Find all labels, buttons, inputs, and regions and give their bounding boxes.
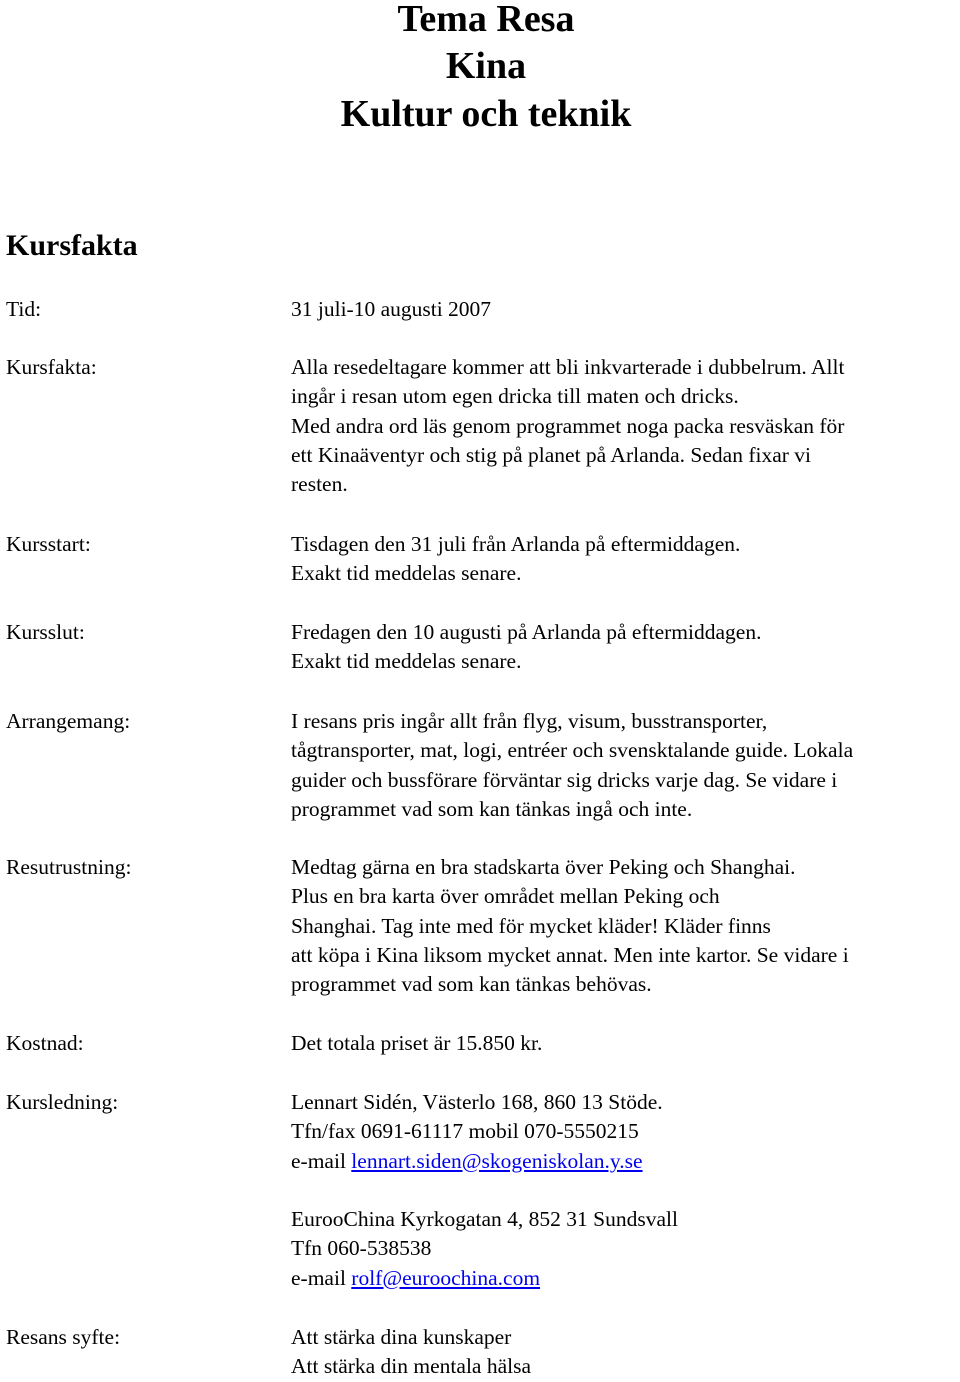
label-kursstart: Kursstart: [6,532,91,556]
value-line: EurooChina Kyrkogatan 4, 852 31 Sundsvall [291,1207,678,1231]
value-resutrustning [291,853,960,999]
value-line: Att stärka dina kunskaper [291,1325,512,1349]
value-line: Alla resedeltagare kommer att bli inkvarterade i dubbelrum. Allt [291,355,845,379]
value-kursslut [291,618,960,677]
email-link-lennart[interactable]: lennart.siden@skogeniskolan.y.se [351,1148,643,1173]
value-line: tågtransporter, mat, logi, entréer och svensktalande guide. Lokala [291,738,854,763]
value-line: resten. [291,472,348,497]
value-line: Tisdagen den 31 juli från Arlanda på eftermiddagen. [291,532,741,556]
value-line: Att stärka din mentala hälsa [291,1354,532,1379]
label-tid: Tid: [6,297,42,321]
value-line: Plus en bra karta över området mellan Peking och [291,884,720,909]
title-line-2: Kina [445,45,527,87]
value-line: Shanghai. Tag inte med för mycket kläder! Kläder finns [291,913,771,938]
value-line: Fredagen den 10 augusti på Arlanda på eftermiddagen. [291,620,762,644]
value-line: I resans pris ingår allt från flyg, visum, busstransporter, [291,709,768,733]
value-line: 31 juli-10 augusti 2007 [291,297,492,321]
value-kursstart [291,530,960,589]
value-line: Medtag gärna en bra stadskarta över Peking och Shanghai. [291,855,796,879]
value-line: att köpa i Kina liksom mycket annat. Men inte kartor. Se vidare i [291,942,849,967]
value-line: Med andra ord läs genom programmet noga packa resväskan för [291,413,845,438]
label-kostnad: Kostnad: [6,1031,84,1055]
email-prefix: e-mail [291,1148,352,1173]
title-line-1: Tema Resa [397,0,575,40]
label-resans-syfte: Resans syfte: [6,1325,121,1349]
value-line: Tfn/fax 0691-61117 mobil 070-5550215 [291,1119,639,1144]
label-arrangemang: Arrangemang: [6,709,131,733]
value-line: guider och bussförare förväntar sig dricks varje dag. Se vidare i [291,767,838,792]
value-line: Exakt tid meddelas senare. [291,649,522,674]
value-euroochina [291,1205,960,1293]
email-link-rolf[interactable]: rolf@euroochina.com [351,1265,541,1290]
title-line-3: Kultur och teknik [340,93,632,135]
email-line [291,1147,960,1176]
email-line [291,1264,960,1293]
label-kursledning: Kursledning: [6,1090,119,1114]
value-kursledning [291,1088,960,1176]
label-resutrustning: Resutrustning: [6,855,132,879]
value-line: programmet vad som kan tänkas behövas. [291,972,652,997]
value-line: Det totala priset är 15.850 kr. [291,1031,543,1055]
value-resans-syfte [291,1323,960,1382]
section-heading: Kursfakta [6,229,138,262]
value-kostnad [291,1029,960,1058]
email-prefix: e-mail [291,1265,352,1290]
label-kursslut: Kursslut: [6,620,85,644]
value-arrangemang [291,707,960,824]
value-line: Tfn 060-538538 [291,1236,432,1261]
value-tid [291,295,960,324]
value-line: ett Kinaäventyr och stig på planet på Arlanda. Sedan fixar vi [291,442,812,467]
value-line: Lennart Sidén, Västerlo 168, 860 13 Stöde. [291,1090,663,1114]
value-line: programmet vad som kan tänkas ingå och inte. [291,796,693,821]
value-line: ingår i resan utom egen dricka till maten och dricks. [291,384,739,409]
value-kursfakta [291,353,960,499]
label-kursfakta: Kursfakta: [6,355,97,379]
value-line: Exakt tid meddelas senare. [291,561,522,586]
